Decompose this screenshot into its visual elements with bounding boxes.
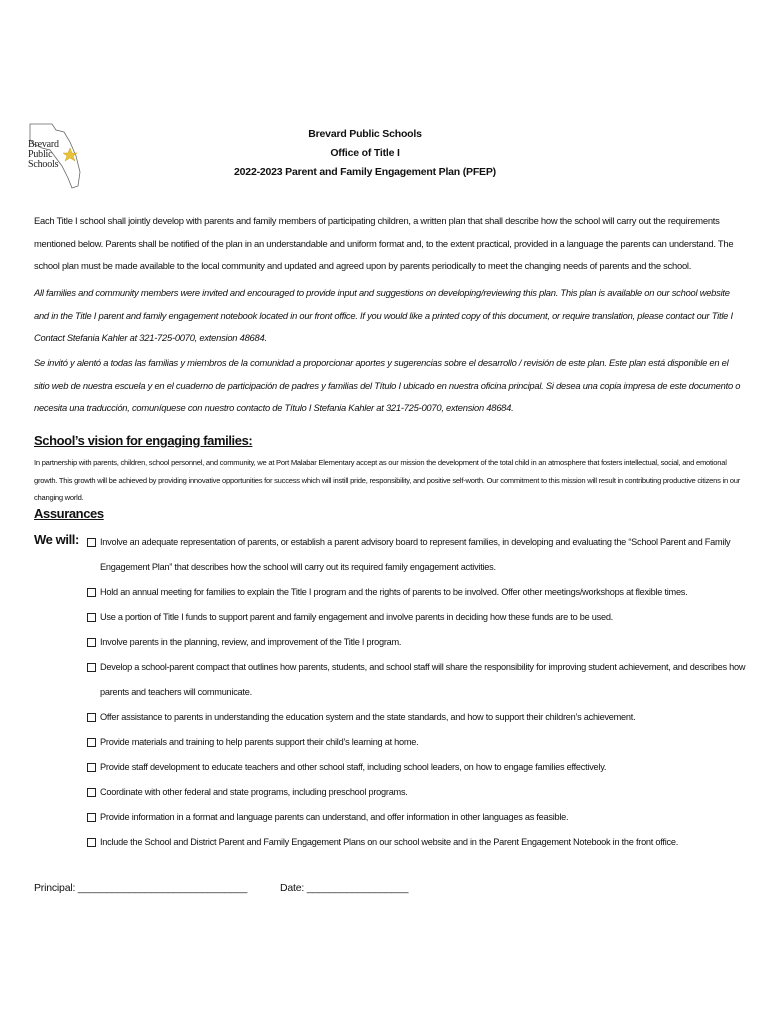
assurance-text: Include the School and District Parent and Family Engagement Plans on our school website and in the Parent Engagement Notebook in the front office. <box>100 837 678 847</box>
office-name: Office of Title I <box>330 147 400 159</box>
vision-text: In partnership with parents, children, school personnel, and community, we at Port Malabar Elementary accept as our mission the development of the total child in an atmosphere that fosters intellectual, social, and emotional growth. This growth will be achieved by providing innovative opportunities for success which will instill pride, responsibility, and positive self-worth. Our commitment to this mission will result in contributing productive citizens in our changing world. <box>34 458 741 502</box>
list-item <box>86 730 746 755</box>
intro-paragraph: Each Title I school shall jointly develop with parents and family members of participating children, a written plan that shall describe how the school will carry out the requirements mentioned below. Parents shall be notified of the plan in an understandable and uniform format and, to the extent practical, provided in a language the parents can understand. The school plan must be made available to the local community and updated and agreed upon by parents periodically to meet the changing needs of parents and the school. <box>34 215 734 271</box>
checkbox-icon[interactable] <box>87 813 96 822</box>
assurance-text: Provide information in a format and language parents can understand, and offer information in other languages as feasible. <box>100 812 569 822</box>
checkbox-icon[interactable] <box>87 613 96 622</box>
principal-signature-line[interactable]: Principal: ______________________________ <box>34 882 248 894</box>
checkbox-icon[interactable] <box>87 638 96 647</box>
we-will-label: We will: <box>34 532 79 547</box>
assurances-heading: Assurances <box>34 506 104 521</box>
assurance-text: Develop a school-parent compact that outlines how parents, students, and school staff will share the responsibility for improving student achievement, and describes how parents and teachers will communicate. <box>100 662 746 697</box>
list-item <box>86 780 746 805</box>
checkbox-icon[interactable] <box>87 713 96 722</box>
assurance-text: Coordinate with other federal and state programs, including preschool programs. <box>100 787 408 797</box>
list-item <box>86 830 746 855</box>
list-item <box>86 605 746 630</box>
checkbox-icon[interactable] <box>87 738 96 747</box>
assurance-text: Use a portion of Title I funds to support parent and family engagement and involve parents in deciding how these funds are to be used. <box>100 612 613 622</box>
vision-heading: School’s vision for engaging families: <box>34 433 253 448</box>
logo-wordmark <box>28 140 59 170</box>
assurance-text: Offer assistance to parents in understanding the education system and the state standards, and how to support their children’s achievement. <box>100 712 636 722</box>
assurance-text: Involve parents in the planning, review, and improvement of the Title I program. <box>100 637 402 647</box>
assurance-text: Hold an annual meeting for families to explain the Title I program and the rights of parents to be involved. Offer other meetings/workshops at flexible times. <box>100 587 688 597</box>
list-item <box>86 580 746 605</box>
assurance-text: Provide materials and training to help parents support their child’s learning at home. <box>100 737 419 747</box>
logo-line: Brevard <box>28 139 59 150</box>
list-item <box>86 630 746 655</box>
english-notice: All families and community members were invited and encouraged to provide input and suggestions on developing/reviewing this plan. This plan is available on our school website and in the Title I parent and family engagement notebook located in our front office. If you would like a printed copy of this document, or require translation, please contact our Title I Contact Stefania Kahler at 321-725-0070, extension 48684. <box>34 287 733 343</box>
checkbox-icon[interactable] <box>87 763 96 772</box>
list-item <box>86 755 746 780</box>
checkbox-icon[interactable] <box>87 788 96 797</box>
list-item <box>86 655 746 705</box>
assurance-text: Involve an adequate representation of parents, or establish a parent advisory board to represent families, in developing and evaluating the “School Parent and Family Engagement Plan” that describes how the school will carry out its required family engagement activities. <box>100 537 731 572</box>
checkbox-icon[interactable] <box>87 538 96 547</box>
list-item <box>86 705 746 730</box>
district-name: Brevard Public Schools <box>308 128 422 140</box>
list-item <box>86 805 746 830</box>
assurance-text: Provide staff development to educate teachers and other school staff, including school leaders, on how to engage families effectively. <box>100 762 607 772</box>
checkbox-icon[interactable] <box>87 588 96 597</box>
list-item <box>86 530 746 580</box>
document-title: 2022-2023 Parent and Family Engagement Plan (PFEP) <box>234 166 496 178</box>
date-signature-line[interactable]: Date: __________________ <box>280 882 409 894</box>
spanish-notice: Se invitó y alentó a todas las familias y miembros de la comunidad a proporcionar aportes y sugerencias sobre el desarrollo / revisión de este plan. Este plan está disponible en el sitio web de nuestra escuela y en el cuaderno de participación de padres y familias del Título I ubicado en nuestra oficina principal. Si desea una copia impresa de este documento o necesita una traducción, comuníquese con nuestro contacto de Título I Stefania Kahler at 321-725-0070, extension 48684. <box>34 357 741 413</box>
logo-line: Public <box>28 149 53 160</box>
checkbox-icon[interactable] <box>87 838 96 847</box>
assurances-list <box>86 530 746 855</box>
logo-line: Schools <box>28 159 59 170</box>
document-header <box>200 125 530 182</box>
checkbox-icon[interactable] <box>87 663 96 672</box>
